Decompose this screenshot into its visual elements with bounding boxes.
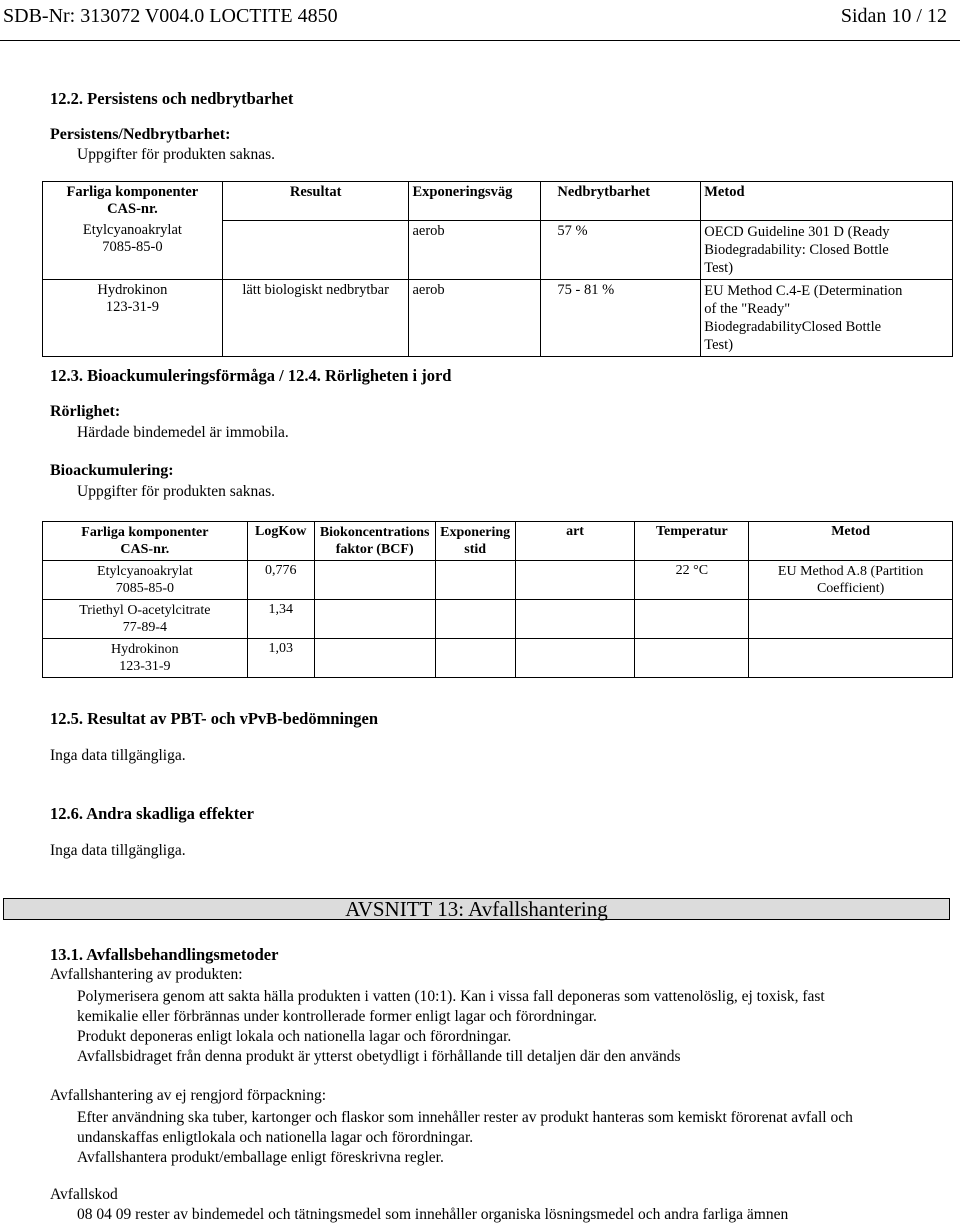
section-12-6-heading: 12.6. Andra skadliga effekter xyxy=(50,804,254,823)
packaging-disposal-label: Avfallshantering av ej rengjord förpackning: xyxy=(50,1087,327,1104)
other-effects-value: Inga data tillgängliga. xyxy=(50,842,186,859)
bioaccumulation-value: Uppgifter för produkten saknas. xyxy=(77,483,276,500)
method-cell xyxy=(749,561,953,600)
table-row xyxy=(43,600,953,639)
temperature-cell xyxy=(635,600,749,639)
col-exposure-header: Exponeringsväg xyxy=(409,182,541,221)
logkow-cell: 0,776 xyxy=(247,561,314,600)
table-header-row xyxy=(43,182,953,221)
temperature-cell: 22 °C xyxy=(635,561,749,600)
exposure-time-cell xyxy=(435,561,515,600)
col-temperature-header: Temperatur xyxy=(635,522,749,561)
bcf-cell xyxy=(314,600,435,639)
table-row xyxy=(43,220,953,279)
section-12-5-heading: 12.5. Resultat av PBT- och vPvB-bedömningen xyxy=(50,709,379,728)
method-cell xyxy=(701,220,953,279)
col-components-header xyxy=(43,522,248,561)
component-cell xyxy=(43,220,223,279)
section-13-title: AVSNITT 13: Avfallshantering xyxy=(345,897,608,921)
method-text: EU Method C.4-E (Determination of the "Ready" BiodegradabilityClosed Bottle Test) xyxy=(704,282,903,353)
header-text: Farliga komponenter CAS-nr. xyxy=(66,184,199,217)
logkow-cell: 1,03 xyxy=(247,639,314,678)
species-cell xyxy=(515,561,635,600)
page-number: Sidan 10 / 12 xyxy=(840,5,947,27)
logkow-cell: 1,34 xyxy=(247,600,314,639)
component-text: Hydrokinon 123-31-9 xyxy=(111,642,179,674)
component-cell xyxy=(43,561,248,600)
degradability-cell: 57 % xyxy=(541,220,701,279)
bcf-cell xyxy=(314,639,435,678)
mobility-label: Rörlighet: xyxy=(50,403,121,420)
exposure-time-cell xyxy=(435,600,515,639)
component-text: Etylcyanoakrylat 7085-85-0 xyxy=(97,564,193,596)
header-text: Farliga komponenter CAS-nr. xyxy=(81,525,209,557)
text-line: Efter användning ska tuber, kartonger och flaskor som innehåller rester av produkt hanteras som kemiskt förorenat avfall och xyxy=(77,1109,853,1126)
text-line: kemikalie eller förbrännas under kontrollerade former enligt lagar och förordningar. xyxy=(77,1008,597,1025)
result-cell xyxy=(222,220,409,279)
method-cell xyxy=(701,279,953,356)
col-components-header xyxy=(43,182,223,221)
product-disposal-text xyxy=(77,987,947,1067)
component-text: Etylcyanoakrylat 7085-85-0 xyxy=(82,222,182,255)
degradability-table xyxy=(42,181,953,357)
species-cell xyxy=(515,600,635,639)
col-exposure-time-header xyxy=(435,522,515,561)
packaging-disposal-text xyxy=(77,1108,952,1168)
bioaccumulation-table xyxy=(42,521,953,678)
text-line: undanskaffas enligtlokala och nationella lagar och förordningar. xyxy=(77,1129,474,1146)
waste-code-label: Avfallskod xyxy=(50,1186,118,1203)
text-line: Avfallshantera produkt/emballage enligt föreskrivna regler. xyxy=(77,1149,444,1166)
persistence-value: Uppgifter för produkten saknas. xyxy=(77,146,276,163)
table-header-row xyxy=(43,522,953,561)
header-text: Exponering stid xyxy=(440,525,511,557)
text-line: Polymerisera genom att sakta hälla produkten i vatten (10:1). Kan i vissa fall deponeras som vattenolöslig, ej toxisk, fast xyxy=(77,988,825,1005)
header-text: Biokoncentrations faktor (BCF) xyxy=(319,525,430,557)
section-12-3-heading: 12.3. Bioackumuleringsförmåga / 12.4. Rörligheten i jord xyxy=(50,366,452,385)
table-row xyxy=(43,639,953,678)
product-disposal-label: Avfallshantering av produkten: xyxy=(50,966,243,983)
component-text: Hydrokinon 123-31-9 xyxy=(97,281,168,315)
col-logkow-header: LogKow xyxy=(247,522,314,561)
table-row xyxy=(43,561,953,600)
persistence-label: Persistens/Nedbrytbarhet: xyxy=(50,126,231,143)
component-text: Triethyl O-acetylcitrate 77-89-4 xyxy=(79,603,211,635)
component-cell xyxy=(43,639,248,678)
waste-code-value: 08 04 09 rester av bindemedel och tätningsmedel som innehåller organiska lösningsmedel och andra farliga ämnen xyxy=(77,1206,789,1223)
exposure-time-cell xyxy=(435,639,515,678)
method-cell xyxy=(749,639,953,678)
col-method-header: Metod xyxy=(701,182,953,221)
document-id: SDB-Nr: 313072 V004.0 LOCTITE 4850 xyxy=(3,5,338,27)
col-method-header: Metod xyxy=(749,522,953,561)
mobility-value: Härdade bindemedel är immobila. xyxy=(77,424,289,441)
text-line: Produkt deponeras enligt lokala och nationella lagar och förordningar. xyxy=(77,1028,512,1045)
table-row xyxy=(43,279,953,356)
component-cell xyxy=(43,600,248,639)
section-13-1-heading: 13.1. Avfallsbehandlingsmetoder xyxy=(50,945,279,964)
method-cell xyxy=(749,600,953,639)
pbt-value: Inga data tillgängliga. xyxy=(50,747,186,764)
bcf-cell xyxy=(314,561,435,600)
species-cell xyxy=(515,639,635,678)
method-text: OECD Guideline 301 D (Ready Biodegradability: Closed Bottle Test) xyxy=(704,223,890,276)
degradability-cell: 75 - 81 % xyxy=(541,279,701,356)
result-cell: lätt biologiskt nedbrytbar xyxy=(222,279,409,356)
header-divider xyxy=(0,40,960,41)
temperature-cell xyxy=(635,639,749,678)
text-line: Avfallsbidraget från denna produkt är ytterst obetydligt i förhållande till detaljen där den används xyxy=(77,1048,681,1065)
col-species-header: art xyxy=(515,522,635,561)
bioaccumulation-label: Bioackumulering: xyxy=(50,462,174,479)
method-text: EU Method A.8 (Partition Coefficient) xyxy=(777,564,924,596)
exposure-cell: aerob xyxy=(409,279,541,356)
col-bcf-header xyxy=(314,522,435,561)
col-result-header: Resultat xyxy=(222,182,409,221)
col-degradability-header: Nedbrytbarhet xyxy=(541,182,701,221)
component-cell xyxy=(43,279,223,356)
exposure-cell: aerob xyxy=(409,220,541,279)
section-12-2-heading: 12.2. Persistens och nedbrytbarhet xyxy=(50,89,294,108)
